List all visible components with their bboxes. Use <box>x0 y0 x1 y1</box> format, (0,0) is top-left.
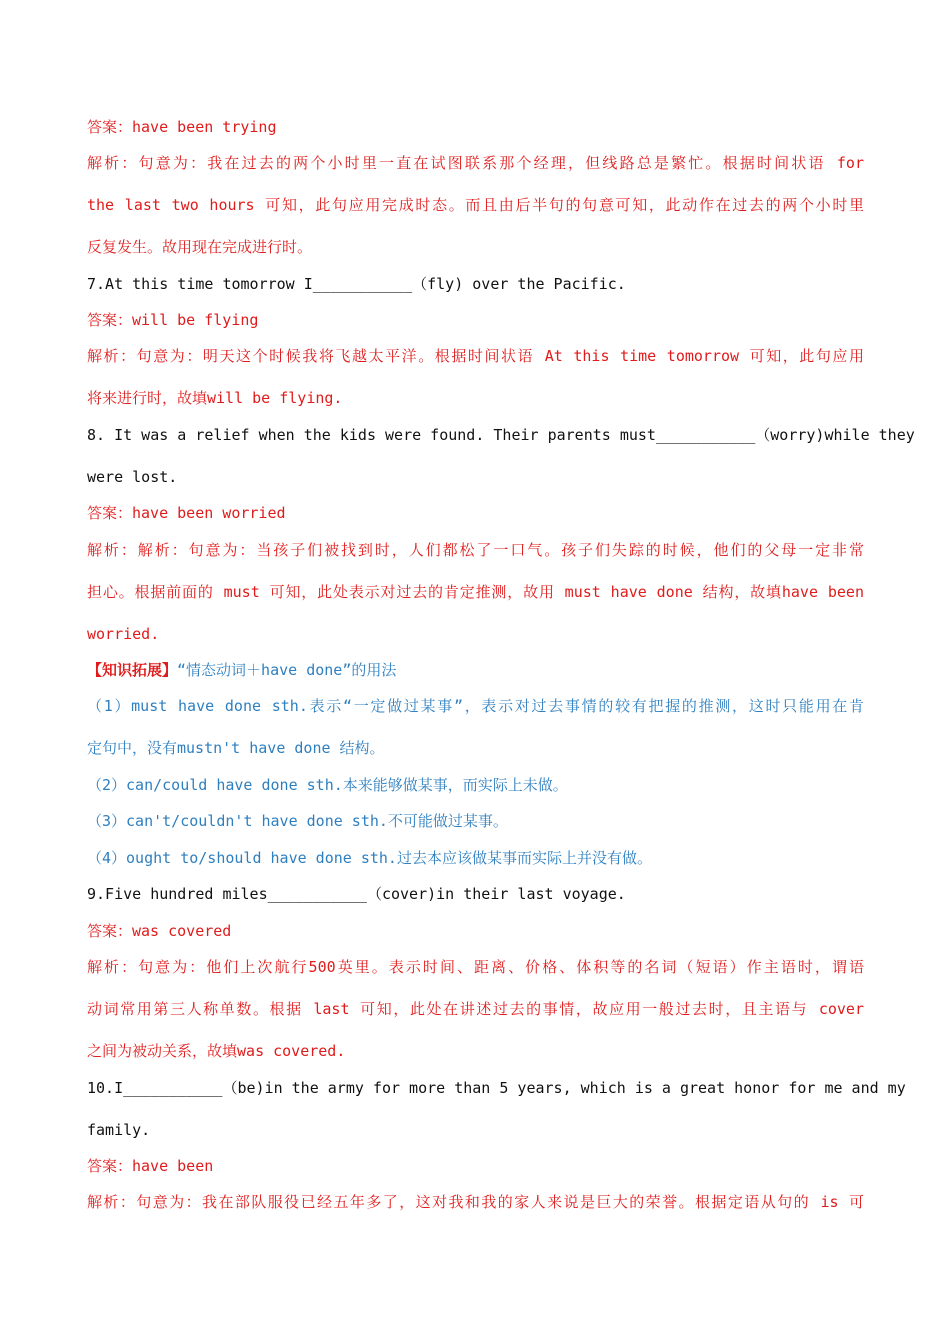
text-line: 答案：have been worried <box>87 504 286 522</box>
text-line: 答案：have been <box>87 1157 214 1175</box>
text-line: were lost. <box>87 468 178 486</box>
text-line: 9.Five hundred miles___________（cover)in their last voyage. <box>87 885 626 903</box>
text-line: （4）ought to/should have done sth.过去本应该做某事而实际上并没有做。 <box>87 849 652 867</box>
text-line: worried. <box>87 625 160 643</box>
text-line: 答案：will be flying <box>87 311 259 329</box>
text-line: 10.I___________（be)in the army for more than 5 years, which is a great honor for me and my <box>87 1079 906 1097</box>
text-line: 7.At this time tomorrow I___________（fly) over the Pacific. <box>87 275 626 293</box>
text-line: family. <box>87 1121 151 1139</box>
text-line: 反复发生。故用现在完成进行时。 <box>87 238 313 256</box>
text-line: （2）can/could have done sth.本来能够做某事，而实际上未做。 <box>87 776 568 794</box>
text-line: （1）must have done sth.表示“一定做过某事”，表示对过去事情的较有把握的推测，这时只能用在肯 <box>87 697 864 715</box>
text-line: 【知识拓展】“情态动词＋have done”的用法 <box>87 661 397 679</box>
text-line: 8. It was a relief when the kids were found. Their parents must___________（worry)while they <box>87 426 915 444</box>
text-line: 答案：have been trying <box>87 118 277 136</box>
text-line: 解析：句意为：我在部队服役已经五年多了，这对我和我的家人来说是巨大的荣誉。根据定语从句的 is 可 <box>87 1193 864 1211</box>
text-line: 解析：解析：句意为：当孩子们被找到时，人们都松了一口气。孩子们失踪的时候，他们的父母一定非常 <box>87 541 864 559</box>
text-line: 答案：was covered <box>87 922 232 940</box>
text-line: 动词常用第三人称单数。根据 last 可知，此处在讲述过去的事情，故应用一般过去时，且主语与 cover <box>87 1000 864 1018</box>
text-line: （3）can't/couldn't have done sth.不可能做过某事。 <box>87 812 508 830</box>
text-line: 担心。根据前面的 must 可知，此处表示对过去的肯定推测，故用 must have done 结构，故填have been <box>87 583 864 601</box>
text-line: 解析：句意为：他们上次航行500英里。表示时间、距离、价格、体积等的名词（短语）作主语时，谓语 <box>87 958 864 976</box>
text-line: 定句中，没有mustn't have done 结构。 <box>87 739 385 757</box>
section-heading-tag: 【知识拓展】 <box>87 661 178 679</box>
text-line: 之间为被动关系，故填was covered. <box>87 1042 346 1060</box>
text-line: 解析：句意为：我在过去的两个小时里一直在试图联系那个经理，但线路总是繁忙。根据时间状语 for <box>87 154 864 172</box>
text-line: the last two hours 可知，此句应用完成时态。而且由后半句的句意可知，此动作在过去的两个小时里 <box>87 196 864 214</box>
text-line: 将来进行时，故填will be flying. <box>87 389 343 407</box>
text-line: 解析：句意为：明天这个时候我将飞越太平洋。根据时间状语 At this time tomorrow 可知，此句应用 <box>87 347 864 365</box>
